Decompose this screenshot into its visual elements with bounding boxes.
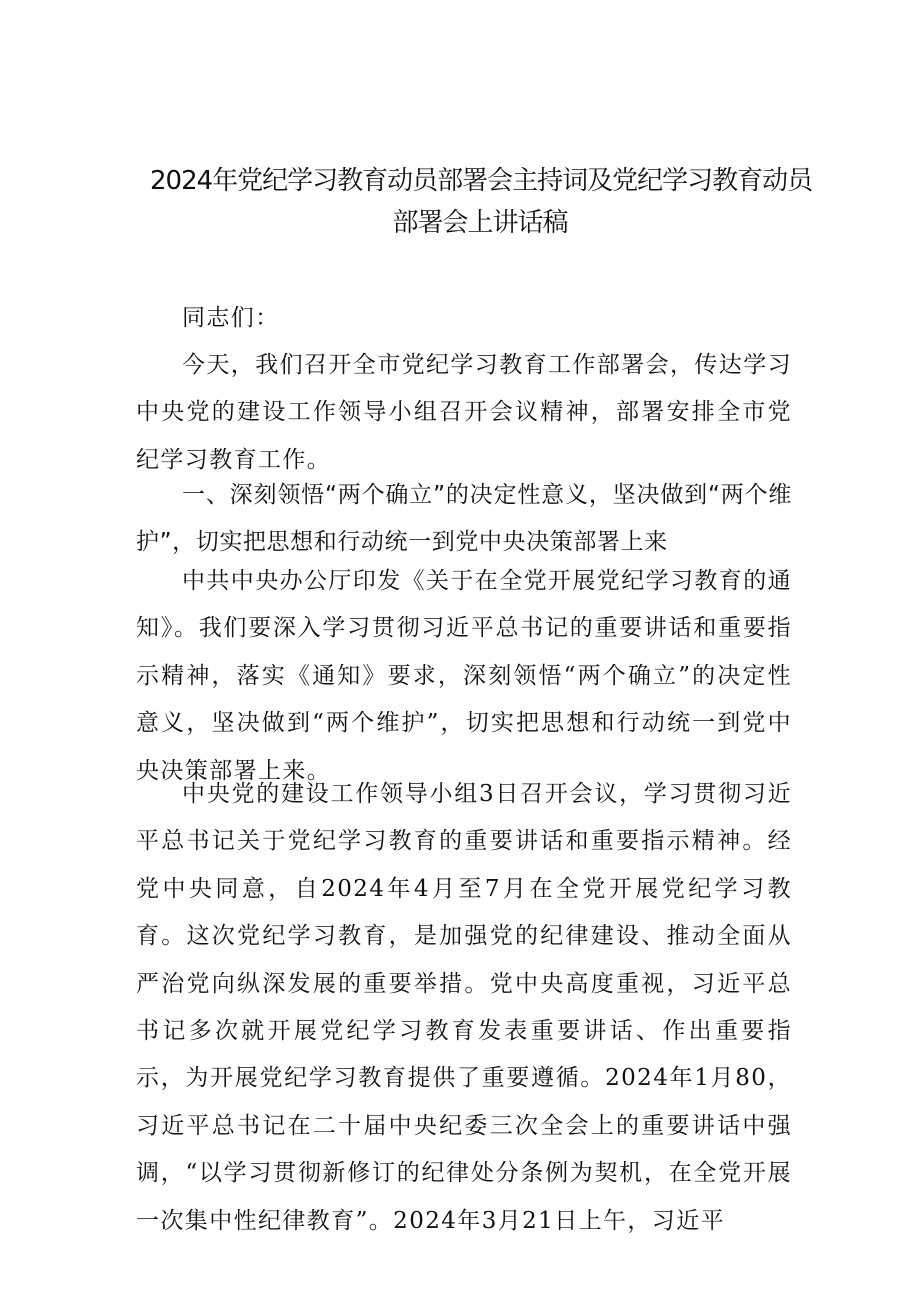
paragraph-2: 中共中央办公厅印发《关于在全党开展党纪学习教育的通知》。我们要深入学习贯彻习近平总书记的重要讲话和重要指示精神，落实《通知》要求，深刻领悟“两个确立”的决定性意义，坚决做到“两个维护”，切实把思想和行动统一到党中央决策部署上来。 — [136, 568, 792, 784]
title-line-2: 部署会上讲话稿 — [392, 208, 568, 238]
section-heading-1: 一、深刻领悟“两个确立”的决定性意义，坚决做到“两个维护”，切实把思想和行动统一到党中央决策部署上来 — [136, 482, 792, 556]
salutation: 同志们： — [182, 305, 280, 331]
document-title — [150, 160, 813, 244]
paragraph-3: 中央党的建设工作领导小组3日召开会议，学习贯彻习近平总书记关于党纪学习教育的重要讲话和重要指示精神。经党中央同意，自2024年4月至7月在全党开展党纪学习教育。这次党纪学习教育，是加强党的纪律建设、推动全面从严治党向纵深发展的重要举措。党中央高度重视，习近平总书记多次就开展党纪学习教育发表重要讲话、作出重要指示，为开展党纪学习教育提供了重要遵循。2024年1月80，习近平总书记在二十届中央纪委三次全会上的重要讲话中强调，“以学习贯彻新修订的纪律处分条例为契机，在全党开展一次集中性纪律教育”。2024年3月21日上午，习近平 — [136, 781, 792, 1234]
title-line-1: 2024年党纪学习教育动员部署会主持词及党纪学习教育动员 — [150, 166, 813, 196]
paragraph-1: 今天，我们召开全市党纪学习教育工作部署会，传达学习中央党的建设工作领导小组召开会议精神，部署安排全市党纪学习教育工作。 — [136, 352, 792, 473]
